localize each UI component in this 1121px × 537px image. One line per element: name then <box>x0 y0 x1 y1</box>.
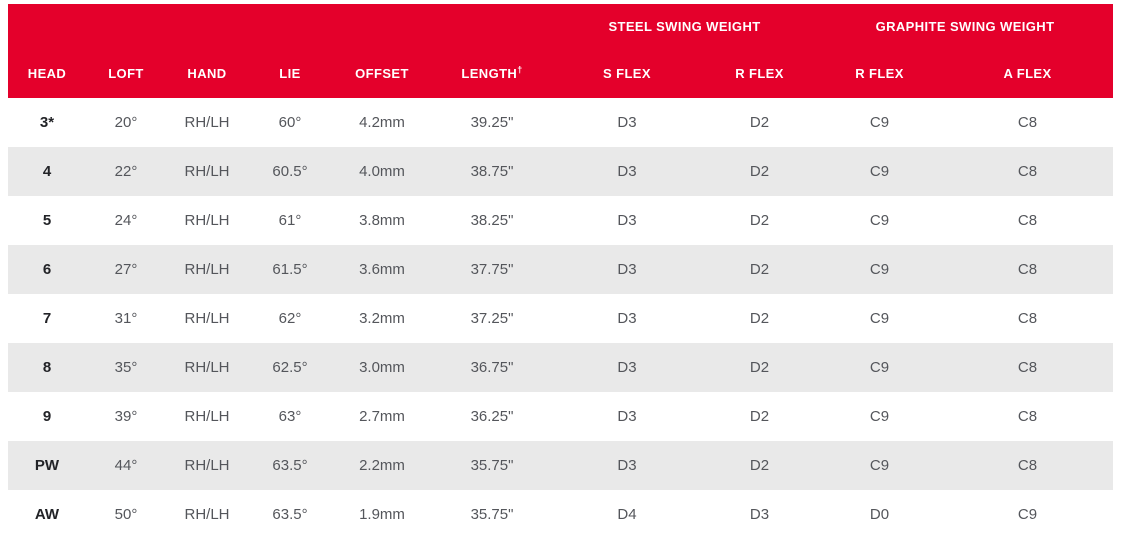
spec-cell: 60.5° <box>272 163 308 180</box>
spec-cell: D3 <box>617 408 637 425</box>
spec-cell: 37.75" <box>470 261 514 278</box>
group-header-row <box>8 4 1113 49</box>
column-header-hand: HAND <box>166 49 248 98</box>
spec-cell: 3.6mm <box>359 261 405 278</box>
spec-cell: D4 <box>617 506 637 523</box>
spec-cell: C8 <box>1017 163 1038 180</box>
column-header-steel-s-flex: S FLEX <box>552 49 702 98</box>
spec-cell: C9 <box>869 457 890 474</box>
spec-cell: 39.25" <box>470 114 514 131</box>
spec-cell: 3.8mm <box>359 212 405 229</box>
spec-cell: D3 <box>617 261 637 278</box>
spec-cell: 63° <box>278 408 302 425</box>
head-cell: AW <box>34 506 60 523</box>
table-body <box>8 98 1113 537</box>
spec-cell: 63.5° <box>272 506 308 523</box>
spec-cell: 36.75" <box>470 359 514 376</box>
spec-cell: 2.2mm <box>359 457 405 474</box>
spec-cell: RH/LH <box>184 506 230 523</box>
spec-cell: RH/LH <box>184 359 230 376</box>
column-header-lie: LIE <box>248 49 332 98</box>
spec-cell: 62° <box>278 310 302 327</box>
spec-cell: 38.75" <box>470 163 514 180</box>
group-header-spacer <box>8 4 552 49</box>
spec-cell: RH/LH <box>184 212 230 229</box>
spec-cell: 3.0mm <box>359 359 405 376</box>
spec-cell: 22° <box>114 163 138 180</box>
spec-cell: C8 <box>1017 359 1038 376</box>
spec-cell: D3 <box>617 114 637 131</box>
spec-cell: RH/LH <box>184 163 230 180</box>
spec-cell: 39° <box>114 408 138 425</box>
table-row <box>8 343 1113 392</box>
table-row <box>8 98 1113 147</box>
spec-cell: RH/LH <box>184 408 230 425</box>
spec-cell: D3 <box>749 506 770 523</box>
spec-cell: 35° <box>114 359 138 376</box>
spec-cell: C8 <box>1017 457 1038 474</box>
dagger-mark: † <box>517 64 523 75</box>
spec-cell: 3.2mm <box>359 310 405 327</box>
head-cell: 8 <box>42 359 52 376</box>
spec-cell: 61° <box>278 212 302 229</box>
column-header-graphite-r-flex: R FLEX <box>817 49 942 98</box>
spec-cell: 1.9mm <box>359 506 405 523</box>
spec-cell: 2.7mm <box>359 408 405 425</box>
spec-cell: C8 <box>1017 212 1038 229</box>
spec-cell: RH/LH <box>184 310 230 327</box>
spec-cell: 44° <box>114 457 138 474</box>
spec-cell: C9 <box>869 212 890 229</box>
table-row <box>8 392 1113 441</box>
spec-cell: C8 <box>1017 261 1038 278</box>
spec-cell: 31° <box>114 310 138 327</box>
head-cell: 3* <box>39 114 55 131</box>
table-row <box>8 196 1113 245</box>
column-header-offset: OFFSET <box>332 49 432 98</box>
spec-cell: D2 <box>749 408 770 425</box>
head-cell: 5 <box>42 212 52 229</box>
spec-cell: D2 <box>749 457 770 474</box>
spec-cell: RH/LH <box>184 457 230 474</box>
spec-cell: 62.5° <box>272 359 308 376</box>
spec-cell: D3 <box>617 212 637 229</box>
spec-cell: 4.0mm <box>359 163 405 180</box>
spec-cell: C9 <box>869 359 890 376</box>
column-header-loft: LOFT <box>86 49 166 98</box>
spec-cell: 27° <box>114 261 138 278</box>
spec-cell: RH/LH <box>184 114 230 131</box>
spec-cell: C9 <box>869 163 890 180</box>
head-cell: 9 <box>42 408 52 425</box>
spec-cell: C9 <box>869 310 890 327</box>
group-header-steel-swing-weight: STEEL SWING WEIGHT <box>552 4 817 49</box>
column-header-head: HEAD <box>8 49 86 98</box>
spec-cell: 35.75" <box>470 506 514 523</box>
head-cell: 7 <box>42 310 52 327</box>
spec-cell: D0 <box>869 506 890 523</box>
group-header-graphite-swing-weight: GRAPHITE SWING WEIGHT <box>817 4 1113 49</box>
spec-cell: D2 <box>749 310 770 327</box>
spec-cell: 38.25" <box>470 212 514 229</box>
spec-cell: C8 <box>1017 408 1038 425</box>
column-header-graphite-a-flex: A FLEX <box>942 49 1113 98</box>
spec-cell: D3 <box>617 310 637 327</box>
spec-cell: C9 <box>869 261 890 278</box>
spec-cell: D3 <box>617 457 637 474</box>
spec-cell: 35.75" <box>470 457 514 474</box>
head-cell: 4 <box>42 163 52 180</box>
table-row <box>8 490 1113 537</box>
spec-cell: 50° <box>114 506 138 523</box>
spec-cell: D2 <box>749 163 770 180</box>
column-header-length: LENGTH† <box>432 49 552 98</box>
spec-cell: C9 <box>1017 506 1038 523</box>
spec-cell: RH/LH <box>184 261 230 278</box>
table-row <box>8 147 1113 196</box>
table-header <box>8 4 1113 98</box>
spec-cell: D3 <box>617 359 637 376</box>
spec-cell: D3 <box>617 163 637 180</box>
spec-cell: 63.5° <box>272 457 308 474</box>
spec-cell: 37.25" <box>470 310 514 327</box>
iron-spec-table <box>8 4 1113 537</box>
spec-cell: 61.5° <box>272 261 308 278</box>
spec-cell: D2 <box>749 212 770 229</box>
spec-cell: 20° <box>114 114 138 131</box>
head-cell: 6 <box>42 261 52 278</box>
column-header-row <box>8 49 1113 98</box>
column-header-steel-r-flex: R FLEX <box>702 49 817 98</box>
spec-cell: D2 <box>749 114 770 131</box>
spec-cell: C8 <box>1017 310 1038 327</box>
spec-cell: C8 <box>1017 114 1038 131</box>
table-row <box>8 441 1113 490</box>
spec-cell: C9 <box>869 114 890 131</box>
spec-cell: 36.25" <box>470 408 514 425</box>
spec-cell: 60° <box>278 114 302 131</box>
spec-cell: D2 <box>749 359 770 376</box>
spec-cell: D2 <box>749 261 770 278</box>
table-row <box>8 245 1113 294</box>
table-row <box>8 294 1113 343</box>
spec-cell: 24° <box>114 212 138 229</box>
spec-cell: 4.2mm <box>359 114 405 131</box>
spec-cell: C9 <box>869 408 890 425</box>
head-cell: PW <box>34 457 60 474</box>
